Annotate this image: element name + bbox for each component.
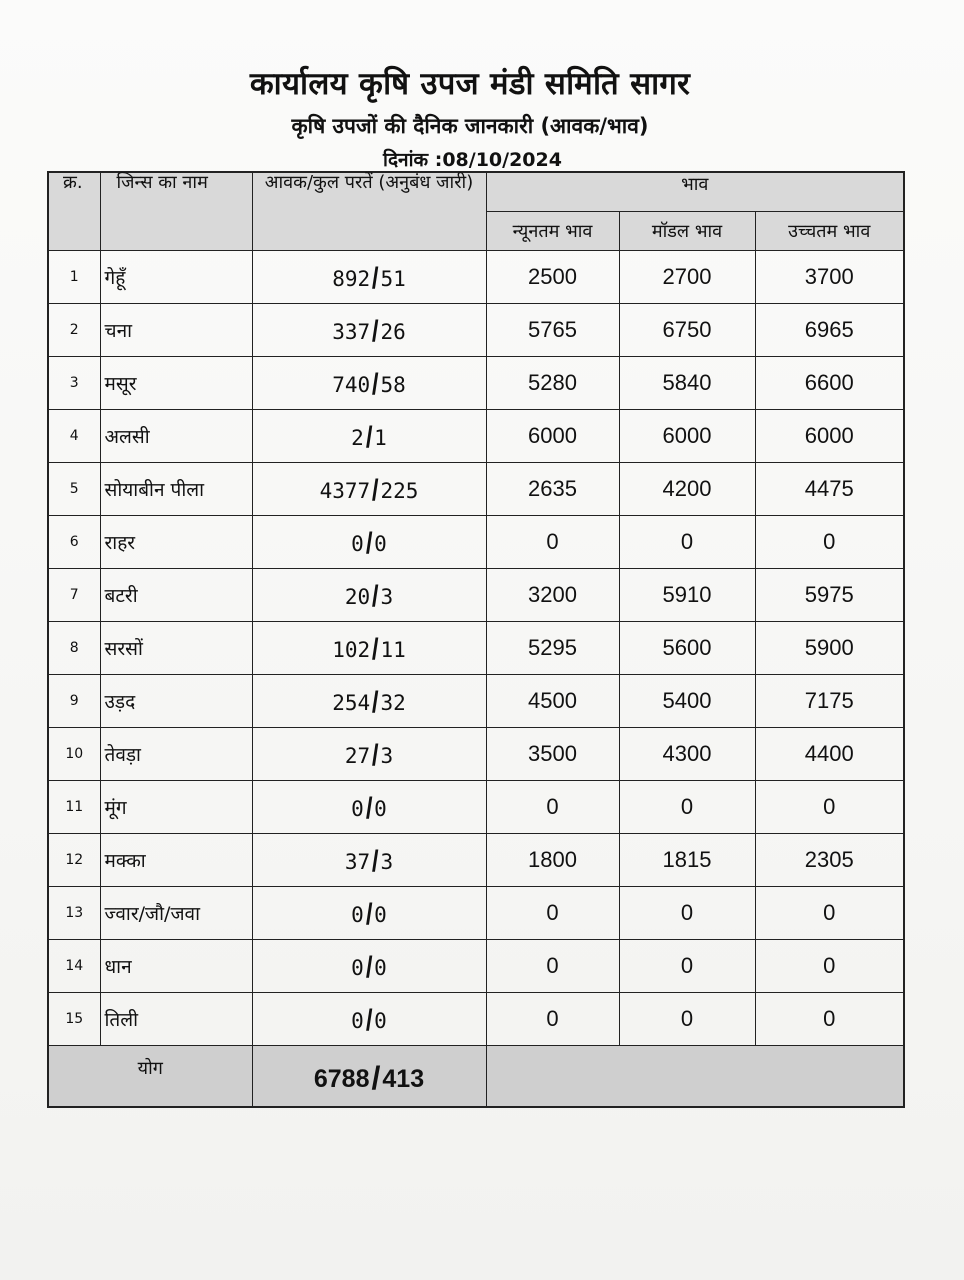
header-commodity-name: जिन्स का नाम (100, 172, 252, 251)
lots-count: 0 (374, 903, 387, 927)
commodity-name: तिली (100, 993, 252, 1046)
max-price: 7175 (755, 675, 904, 728)
slash-separator: / (371, 474, 379, 507)
max-price: 0 (755, 887, 904, 940)
min-price: 3200 (486, 569, 619, 622)
header-max-price: उच्चतम भाव (755, 212, 904, 251)
row-serial: 13 (48, 887, 100, 940)
table-row (48, 993, 904, 1046)
slash-separator: / (365, 792, 373, 825)
lots-count: 3 (380, 585, 394, 609)
header-price: भाव (486, 172, 904, 212)
slash-separator: / (371, 262, 379, 295)
row-serial: 3 (48, 357, 100, 410)
office-title: कार्यालय कृषि उपज मंडी समिति सागर (249, 66, 691, 102)
row-serial: 5 (48, 463, 100, 516)
min-price: 0 (486, 993, 619, 1046)
min-price: 2635 (486, 463, 619, 516)
arrival-lots-cell (252, 728, 486, 781)
arrival-lots-cell (252, 675, 486, 728)
total-price-blank (486, 1046, 904, 1108)
arrival-lots-cell (252, 940, 486, 993)
model-price: 6750 (619, 304, 755, 357)
arrival-qty: 254 (332, 691, 371, 715)
row-serial: 7 (48, 569, 100, 622)
max-price: 2305 (755, 834, 904, 887)
model-price: 2700 (619, 251, 755, 304)
slash-separator: / (371, 633, 379, 666)
arrival-qty: 0 (351, 903, 364, 927)
model-price: 5600 (619, 622, 755, 675)
min-price: 0 (486, 940, 619, 993)
row-serial: 8 (48, 622, 100, 675)
commodity-name: सोयाबीन पीला (100, 463, 252, 516)
table-row (48, 834, 904, 887)
min-price: 6000 (486, 410, 619, 463)
date-label: दिनांक : (383, 149, 443, 171)
report-subtitle: कृषि उपजों की दैनिक जानकारी (आवक/भाव) (291, 114, 649, 138)
arrival-qty: 892 (332, 267, 371, 291)
commodity-name: अलसी (100, 410, 252, 463)
min-price: 0 (486, 516, 619, 569)
slash-separator: / (371, 580, 379, 613)
arrival-qty: 4377 (319, 479, 371, 503)
lots-count: 26 (380, 320, 406, 344)
row-serial: 14 (48, 940, 100, 993)
lots-count: 225 (380, 479, 419, 503)
header-model-price: मॉडल भाव (619, 212, 755, 251)
max-price: 6600 (755, 357, 904, 410)
model-price: 4200 (619, 463, 755, 516)
min-price: 0 (486, 781, 619, 834)
commodity-name: चना (100, 304, 252, 357)
lots-count: 3 (380, 850, 394, 874)
arrival-lots-cell (252, 251, 486, 304)
min-price: 1800 (486, 834, 619, 887)
lots-count: 11 (380, 638, 406, 662)
min-price: 5765 (486, 304, 619, 357)
arrival-lots-cell (252, 781, 486, 834)
max-price: 5900 (755, 622, 904, 675)
row-serial: 15 (48, 993, 100, 1046)
min-price: 0 (486, 887, 619, 940)
table-row (48, 251, 904, 304)
table-row (48, 357, 904, 410)
arrival-qty: 337 (332, 320, 371, 344)
table-header-row (48, 172, 904, 212)
table-row (48, 410, 904, 463)
commodity-name: सरसों (100, 622, 252, 675)
header-serial: क्र. (48, 172, 100, 251)
row-serial: 11 (48, 781, 100, 834)
commodity-name: मूंग (100, 781, 252, 834)
row-serial: 2 (48, 304, 100, 357)
lots-count: 1 (374, 426, 387, 450)
commodity-name: उड़द (100, 675, 252, 728)
commodity-name: तेवड़ा (100, 728, 252, 781)
commodity-name: बटरी (100, 569, 252, 622)
slash-separator: / (371, 368, 379, 401)
table-row (48, 728, 904, 781)
mandi-price-table (47, 171, 905, 1108)
max-price: 6000 (755, 410, 904, 463)
lots-count: 0 (374, 1009, 387, 1033)
lots-count: 0 (374, 532, 387, 556)
table-row (48, 463, 904, 516)
row-serial: 6 (48, 516, 100, 569)
arrival-lots-cell (252, 569, 486, 622)
commodity-name: मक्का (100, 834, 252, 887)
arrival-lots-cell (252, 304, 486, 357)
arrival-qty: 0 (351, 797, 364, 821)
commodity-name: राहर (100, 516, 252, 569)
model-price: 0 (619, 516, 755, 569)
commodity-name: धान (100, 940, 252, 993)
max-price: 5975 (755, 569, 904, 622)
min-price: 5295 (486, 622, 619, 675)
arrival-qty: 0 (351, 532, 364, 556)
model-price: 0 (619, 993, 755, 1046)
lots-count: 0 (374, 797, 387, 821)
model-price: 0 (619, 887, 755, 940)
lots-count: 0 (374, 956, 387, 980)
arrival-qty: 0 (351, 1009, 364, 1033)
table-row (48, 940, 904, 993)
arrival-lots-cell (252, 357, 486, 410)
model-price: 5400 (619, 675, 755, 728)
max-price: 4400 (755, 728, 904, 781)
table-row (48, 569, 904, 622)
total-lots: 413 (382, 1064, 425, 1093)
arrival-lots-cell (252, 516, 486, 569)
commodity-name: ज्वार/जौ/जवा (100, 887, 252, 940)
max-price: 3700 (755, 251, 904, 304)
model-price: 6000 (619, 410, 755, 463)
arrival-qty: 2 (351, 426, 364, 450)
arrival-qty: 740 (332, 373, 371, 397)
arrival-qty: 20 (344, 585, 371, 609)
row-serial: 9 (48, 675, 100, 728)
max-price: 0 (755, 993, 904, 1046)
model-price: 0 (619, 781, 755, 834)
total-arrival (252, 1046, 486, 1108)
arrival-lots-cell (252, 834, 486, 887)
total-row (48, 1046, 904, 1108)
table-row (48, 622, 904, 675)
arrival-lots-cell (252, 993, 486, 1046)
arrival-lots-cell (252, 622, 486, 675)
row-serial: 4 (48, 410, 100, 463)
slash-separator: / (365, 898, 373, 931)
slash-separator: / (371, 1059, 381, 1096)
table-row (48, 781, 904, 834)
max-price: 4475 (755, 463, 904, 516)
arrival-lots-cell (252, 410, 486, 463)
slash-separator: / (365, 951, 373, 984)
report-date (0, 146, 945, 172)
slash-separator: / (371, 845, 379, 878)
header-min-price: न्यूनतम भाव (486, 212, 619, 251)
header-arrival-lots: आवक/कुल परतें (अनुबंध जारी) (252, 172, 486, 251)
arrival-qty: 27 (344, 744, 371, 768)
row-serial: 12 (48, 834, 100, 887)
lots-count: 32 (380, 691, 406, 715)
table-row (48, 516, 904, 569)
model-price: 4300 (619, 728, 755, 781)
arrival-qty: 0 (351, 956, 364, 980)
min-price: 3500 (486, 728, 619, 781)
max-price: 0 (755, 781, 904, 834)
model-price: 5910 (619, 569, 755, 622)
arrival-qty: 102 (332, 638, 371, 662)
lots-count: 58 (380, 373, 406, 397)
slash-separator: / (371, 686, 379, 719)
commodity-name: मसूर (100, 357, 252, 410)
arrival-lots-cell (252, 887, 486, 940)
lots-count: 51 (380, 267, 406, 291)
min-price: 5280 (486, 357, 619, 410)
slash-separator: / (365, 1004, 373, 1037)
min-price: 2500 (486, 251, 619, 304)
lots-count: 3 (380, 744, 394, 768)
slash-separator: / (371, 315, 379, 348)
arrival-lots-cell (252, 463, 486, 516)
slash-separator: / (365, 421, 373, 454)
model-price: 1815 (619, 834, 755, 887)
table-row (48, 887, 904, 940)
max-price: 0 (755, 940, 904, 993)
slash-separator: / (371, 739, 379, 772)
date-value: 08/10/2024 (442, 149, 562, 171)
table-row (48, 304, 904, 357)
model-price: 0 (619, 940, 755, 993)
model-price: 5840 (619, 357, 755, 410)
row-serial: 1 (48, 251, 100, 304)
total-arrival-qty: 6788 (313, 1064, 370, 1093)
max-price: 0 (755, 516, 904, 569)
arrival-qty: 37 (344, 850, 371, 874)
min-price: 4500 (486, 675, 619, 728)
row-serial: 10 (48, 728, 100, 781)
table-row (48, 675, 904, 728)
slash-separator: / (365, 527, 373, 560)
commodity-name: गेहूँ (100, 251, 252, 304)
max-price: 6965 (755, 304, 904, 357)
total-label: योग (48, 1046, 252, 1108)
